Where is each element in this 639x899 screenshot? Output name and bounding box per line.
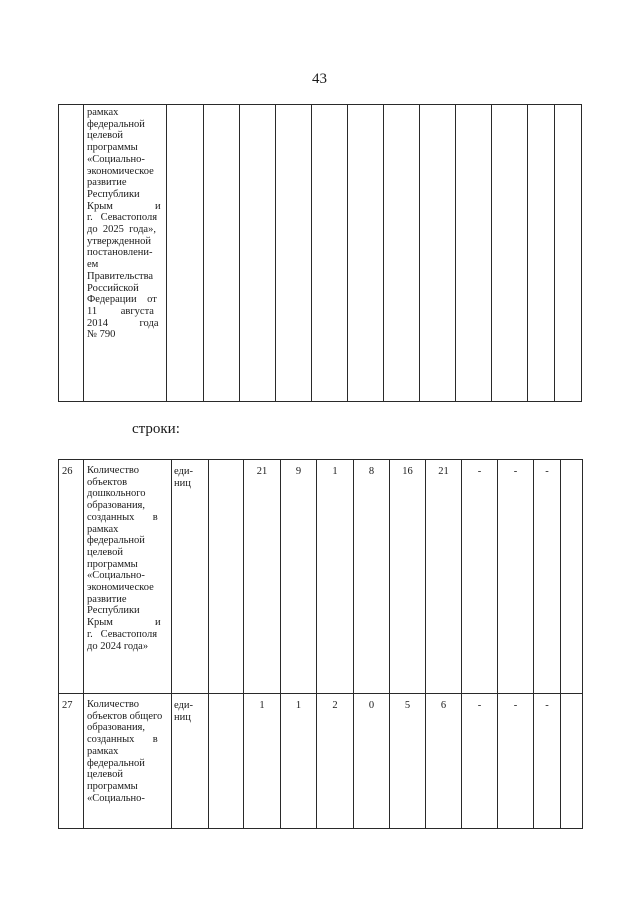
text-line: объектов bbox=[87, 476, 128, 488]
empty-cell bbox=[561, 694, 583, 829]
row-unit bbox=[172, 460, 209, 694]
value-cell: 6 bbox=[426, 694, 462, 829]
dash-cell: - bbox=[462, 694, 498, 829]
text-line: до 2025 года», bbox=[87, 224, 156, 236]
text-line: развитие bbox=[87, 177, 127, 189]
row-description bbox=[84, 460, 171, 652]
text-line: целевой bbox=[87, 546, 123, 558]
empty-cell bbox=[204, 105, 240, 402]
row-description bbox=[84, 694, 171, 804]
text-line: Правительства bbox=[87, 270, 154, 282]
text-line: ем bbox=[87, 259, 99, 271]
text-line: № 790 bbox=[87, 329, 116, 341]
empty-cell bbox=[209, 460, 244, 694]
text-line: образования, bbox=[87, 500, 146, 512]
row-number: 26 bbox=[59, 460, 84, 694]
text-line: «Социально- bbox=[87, 570, 145, 582]
text-line: рамках bbox=[87, 523, 119, 535]
empty-cell bbox=[456, 105, 492, 402]
empty-cell bbox=[167, 105, 204, 402]
text-line: Республики bbox=[87, 188, 140, 200]
value-cell: 2 bbox=[317, 694, 354, 829]
text-line: до 2024 года» bbox=[87, 640, 149, 652]
continuation-row bbox=[59, 105, 582, 402]
text-line: развитие bbox=[87, 593, 127, 605]
text-line: постановлени- bbox=[87, 247, 153, 259]
text-line: экономическое bbox=[87, 582, 154, 594]
text-line: федеральной bbox=[87, 118, 145, 130]
empty-cell bbox=[528, 105, 555, 402]
empty-cell bbox=[276, 105, 312, 402]
text-line: ниц bbox=[174, 477, 191, 489]
text-line: рамках bbox=[87, 745, 119, 757]
text-line: целевой bbox=[87, 769, 123, 781]
text-line: еди- bbox=[174, 700, 193, 711]
value-cell: 1 bbox=[317, 460, 354, 694]
continuation-table bbox=[58, 104, 582, 402]
table-row bbox=[59, 460, 583, 694]
dash-cell: - bbox=[462, 460, 498, 694]
text-line: еди- bbox=[174, 466, 193, 477]
text-line: «Социально- bbox=[87, 792, 145, 804]
continuation-desc-cell bbox=[84, 105, 167, 402]
text-line: г. Севастополя bbox=[87, 212, 158, 224]
text-line: Российской bbox=[87, 282, 139, 294]
text-line: Федерации от bbox=[87, 294, 157, 306]
text-line: федеральной bbox=[87, 535, 145, 547]
value-cell: 8 bbox=[354, 460, 390, 694]
empty-cell bbox=[555, 105, 582, 402]
text-line: созданных в bbox=[87, 734, 158, 746]
row-number: 27 bbox=[59, 694, 84, 829]
empty-cell bbox=[384, 105, 420, 402]
text-line: 11 августа bbox=[87, 305, 154, 317]
section-label: строки: bbox=[132, 421, 180, 437]
text-line: «Социально- bbox=[87, 153, 145, 165]
empty-cell bbox=[240, 105, 276, 402]
text-line: Крым и bbox=[87, 200, 161, 212]
row-unit bbox=[172, 694, 209, 829]
empty-cell bbox=[492, 105, 528, 402]
continuation-text bbox=[84, 105, 166, 341]
value-cell: 1 bbox=[281, 694, 317, 829]
value-cell: 1 bbox=[244, 694, 281, 829]
empty-cell bbox=[209, 694, 244, 829]
text-line: Крым и bbox=[87, 617, 161, 629]
text-line: Количество bbox=[87, 465, 140, 476]
dash-cell: - bbox=[534, 460, 561, 694]
dash-cell: - bbox=[534, 694, 561, 829]
text-line: рамках bbox=[87, 107, 119, 118]
text-line: программы bbox=[87, 142, 138, 154]
value-cell: 9 bbox=[281, 460, 317, 694]
empty-cell bbox=[561, 460, 583, 694]
row-description-cell bbox=[84, 460, 172, 694]
text-line: утвержденной bbox=[87, 235, 152, 247]
text-line: 2014 года bbox=[87, 317, 159, 329]
text-line: ниц bbox=[174, 711, 191, 723]
rows-table bbox=[58, 459, 583, 829]
value-cell: 5 bbox=[390, 694, 426, 829]
empty-cell bbox=[420, 105, 456, 402]
text-line: целевой bbox=[87, 130, 123, 142]
empty-cell bbox=[312, 105, 348, 402]
text-line: программы bbox=[87, 558, 138, 570]
text-line: федеральной bbox=[87, 757, 145, 769]
value-cell: 16 bbox=[390, 460, 426, 694]
text-line: объектов общего bbox=[87, 710, 163, 722]
text-line: программы bbox=[87, 780, 138, 792]
value-cell: 0 bbox=[354, 694, 390, 829]
text-line: созданных в bbox=[87, 511, 158, 523]
value-cell: 21 bbox=[426, 460, 462, 694]
continuation-num-cell bbox=[59, 105, 84, 402]
dash-cell: - bbox=[498, 460, 534, 694]
empty-cell bbox=[348, 105, 384, 402]
text-line: Количество bbox=[87, 699, 140, 710]
value-cell: 21 bbox=[244, 460, 281, 694]
table-row bbox=[59, 694, 583, 829]
text-line: образования, bbox=[87, 722, 146, 734]
text-line: г. Севастополя bbox=[87, 628, 158, 640]
text-line: экономическое bbox=[87, 165, 154, 177]
row-description-cell bbox=[84, 694, 172, 829]
dash-cell: - bbox=[498, 694, 534, 829]
text-line: Республики bbox=[87, 605, 140, 617]
text-line: дошкольного bbox=[87, 488, 146, 500]
page-number: 43 bbox=[312, 71, 327, 87]
